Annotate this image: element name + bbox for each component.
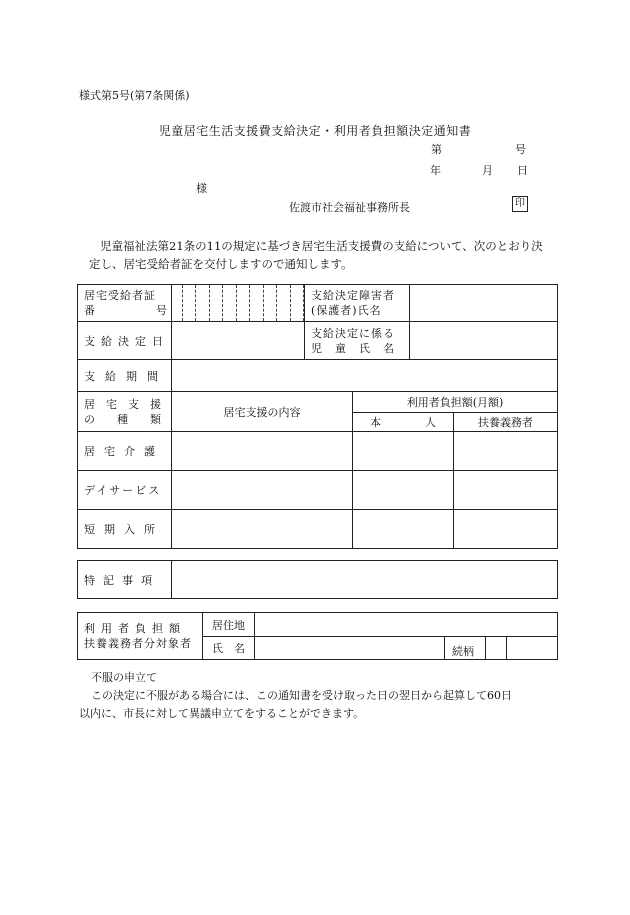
service-content-label: 居宅支援の内容 <box>172 392 353 432</box>
service-type-label: 居 宅 支 援 の 種 類 <box>78 392 172 432</box>
appeal-line-2: 以内に、市長に対して異議申立てをすることができます。 <box>79 707 365 720</box>
date-day-label: 日 <box>517 164 528 177</box>
period-field[interactable] <box>172 360 558 392</box>
burden-supporter-field[interactable] <box>454 471 558 510</box>
appeal-title: 不服の申立て <box>91 671 157 684</box>
cert-number-field[interactable] <box>172 285 305 322</box>
service-content-field[interactable] <box>172 471 353 510</box>
recipient-honorific: 様 <box>196 182 207 195</box>
child-name-label: 支給決定に係る 児 童 氏 名 <box>305 322 410 360</box>
remarks-field[interactable] <box>172 561 558 599</box>
relation-label-overlay: 続柄 <box>452 645 474 658</box>
decision-date-field[interactable] <box>172 322 305 360</box>
burden-self-field[interactable] <box>353 471 454 510</box>
name-label: 氏 名 <box>203 637 255 660</box>
period-label: 支給期間 <box>78 360 172 392</box>
burden-self-field[interactable] <box>353 432 454 471</box>
document-title: 児童居宅生活支援費支給決定・利用者負担額決定通知書 <box>158 124 472 138</box>
form-number: 様式第5号(第7条関係) <box>79 89 190 102</box>
decision-table <box>77 284 558 549</box>
burden-header: 利用者負担額(月額) <box>353 392 558 413</box>
notice-body <box>89 237 569 273</box>
service-row-label: 短期入所 <box>78 510 172 549</box>
remarks-label: 特記事項 <box>78 561 172 599</box>
address-label: 居住地 <box>203 613 255 637</box>
payer-label: 利用者負担額 扶養義務者分対象者 <box>78 613 203 660</box>
relation-divider-right <box>485 637 486 659</box>
seal-mark: 印 <box>512 196 528 212</box>
date-year-label: 年 <box>430 164 441 177</box>
issuer-name: 佐渡市社会福祉事務所長 <box>289 201 410 214</box>
relation-divider-left <box>444 637 445 659</box>
notice-number-suffix: 号 <box>515 143 526 156</box>
burden-supporter-field[interactable] <box>454 432 558 471</box>
appeal-text <box>79 687 559 723</box>
child-name-field[interactable] <box>410 322 558 360</box>
service-content-field[interactable] <box>172 432 353 471</box>
burden-self-field[interactable] <box>353 510 454 549</box>
address-field[interactable] <box>255 613 558 637</box>
burden-self-header: 本 人 <box>353 413 454 432</box>
relation-field[interactable] <box>507 637 558 660</box>
service-content-field[interactable] <box>172 510 353 549</box>
decision-date-label: 支給決定日 <box>78 322 172 360</box>
remarks-table <box>77 560 558 599</box>
guardian-name-field[interactable] <box>410 285 558 322</box>
appeal-line-1: この決定に不服がある場合には、この通知書を受け取った日の翌日から起算して60日 <box>91 689 512 702</box>
cert-number-label: 居宅受給者証 番 号 <box>78 285 172 322</box>
date-month-label: 月 <box>482 164 493 177</box>
burden-supporter-header: 扶養義務者 <box>454 413 558 432</box>
guardian-name-label: 支給決定障害者 (保護者)氏名 <box>305 285 410 322</box>
service-row-label: 居宅介護 <box>78 432 172 471</box>
burden-supporter-field[interactable] <box>454 510 558 549</box>
service-row-label: デイサービス <box>78 471 172 510</box>
notice-body-line-2: 定し、居宅受給者証を交付しますので通知します。 <box>89 257 353 271</box>
notice-number-prefix: 第 <box>431 143 442 156</box>
notice-body-line-1: 児童福祉法第21条の11の規定に基づき居宅生活支援費の支給について、次のとおり決 <box>100 239 543 253</box>
